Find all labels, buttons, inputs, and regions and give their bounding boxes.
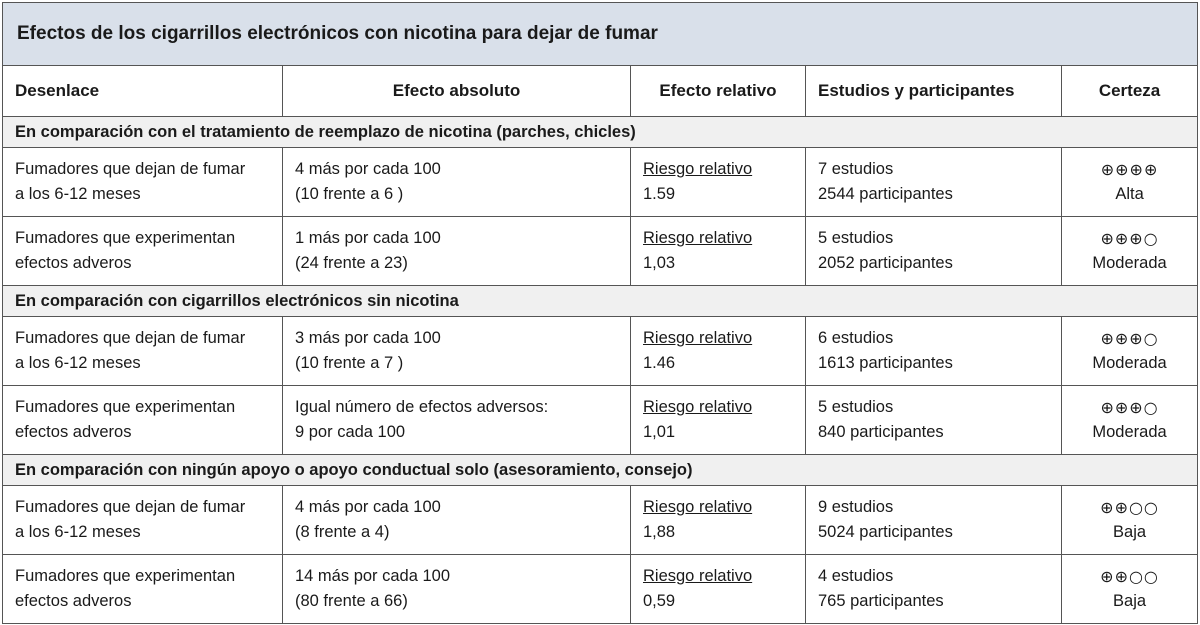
section-row xyxy=(3,286,1198,317)
header-estudios: Estudios y participantes xyxy=(806,66,1062,117)
absolute-effect-cell xyxy=(283,386,631,455)
certainty-rating-icon: ⊕⊕⊕○ xyxy=(1100,229,1159,248)
relative-effect-cell xyxy=(631,317,806,386)
table-row xyxy=(3,386,1198,455)
table-title: Efectos de los cigarrillos electrónicos con nicotina para dejar de fumar xyxy=(3,3,1198,66)
absolute-effect-line: 9 por cada 100 xyxy=(295,423,406,441)
absolute-effect-line: 4 más por cada 100 xyxy=(295,160,441,178)
table-row xyxy=(3,217,1198,286)
relative-effect-value: 1,88 xyxy=(643,523,676,541)
studies-cell xyxy=(806,386,1062,455)
absolute-effect-cell xyxy=(283,555,631,624)
certainty-label: Moderada xyxy=(1092,423,1167,441)
studies-count: 7 estudios xyxy=(818,160,894,178)
relative-effect-label: Riesgo relativo xyxy=(643,160,753,178)
evidence-table-container xyxy=(2,2,1197,622)
relative-effect-value: 1,03 xyxy=(643,254,676,272)
certainty-rating-icon: ⊕⊕⊕○ xyxy=(1100,329,1159,348)
relative-effect-cell xyxy=(631,386,806,455)
studies-cell xyxy=(806,486,1062,555)
studies-cell xyxy=(806,148,1062,217)
studies-count: 5 estudios xyxy=(818,229,894,247)
relative-effect-cell xyxy=(631,148,806,217)
certainty-rating-icon: ⊕⊕○○ xyxy=(1100,498,1159,517)
relative-effect-value: 1.59 xyxy=(643,185,676,203)
certainty-label: Moderada xyxy=(1092,354,1167,372)
outcome-line: a los 6-12 meses xyxy=(15,185,141,203)
outcome-cell xyxy=(3,217,283,286)
outcome-line: a los 6-12 meses xyxy=(15,354,141,372)
studies-count: 4 estudios xyxy=(818,567,894,585)
header-efecto-relativo: Efecto relativo xyxy=(631,66,806,117)
studies-count: 6 estudios xyxy=(818,329,894,347)
header-certeza: Certeza xyxy=(1062,66,1198,117)
relative-effect-label: Riesgo relativo xyxy=(643,498,753,516)
outcome-line: efectos adveros xyxy=(15,254,132,272)
outcome-cell xyxy=(3,317,283,386)
participants-count: 1613 participantes xyxy=(818,354,953,372)
header-desenlace: Desenlace xyxy=(3,66,283,117)
evidence-table xyxy=(2,2,1198,624)
relative-effect-label: Riesgo relativo xyxy=(643,567,753,585)
absolute-effect-line: 3 más por cada 100 xyxy=(295,329,441,347)
certainty-label: Moderada xyxy=(1092,254,1167,272)
participants-count: 5024 participantes xyxy=(818,523,953,541)
outcome-line: efectos adveros xyxy=(15,592,132,610)
studies-count: 5 estudios xyxy=(818,398,894,416)
certainty-cell xyxy=(1062,217,1198,286)
header-row xyxy=(3,66,1198,117)
participants-count: 2544 participantes xyxy=(818,185,953,203)
relative-effect-value: 1.46 xyxy=(643,354,676,372)
participants-count: 765 participantes xyxy=(818,592,944,610)
absolute-effect-cell xyxy=(283,217,631,286)
table-row xyxy=(3,555,1198,624)
relative-effect-label: Riesgo relativo xyxy=(643,398,753,416)
absolute-effect-line: 1 más por cada 100 xyxy=(295,229,441,247)
header-efecto-absoluto: Efecto absoluto xyxy=(283,66,631,117)
studies-cell xyxy=(806,317,1062,386)
outcome-line: a los 6-12 meses xyxy=(15,523,141,541)
outcome-cell xyxy=(3,386,283,455)
outcome-cell xyxy=(3,486,283,555)
relative-effect-cell xyxy=(631,555,806,624)
outcome-line: Fumadores que dejan de fumar xyxy=(15,160,246,178)
relative-effect-value: 1,01 xyxy=(643,423,676,441)
section-row xyxy=(3,455,1198,486)
relative-effect-cell xyxy=(631,486,806,555)
outcome-line: Fumadores que dejan de fumar xyxy=(15,498,246,516)
outcome-line: Fumadores que experimentan xyxy=(15,398,236,416)
outcome-line: Fumadores que experimentan xyxy=(15,567,236,585)
relative-effect-label: Riesgo relativo xyxy=(643,329,753,347)
table-row xyxy=(3,486,1198,555)
absolute-effect-line: (24 frente a 23) xyxy=(295,254,408,272)
certainty-cell xyxy=(1062,555,1198,624)
table-row xyxy=(3,317,1198,386)
studies-cell xyxy=(806,555,1062,624)
absolute-effect-line: (8 frente a 4) xyxy=(295,523,390,541)
outcome-cell xyxy=(3,555,283,624)
absolute-effect-line: (80 frente a 66) xyxy=(295,592,408,610)
absolute-effect-line: (10 frente a 6 ) xyxy=(295,185,404,203)
relative-effect-value: 0,59 xyxy=(643,592,676,610)
certainty-rating-icon: ⊕⊕⊕○ xyxy=(1100,398,1159,417)
studies-cell xyxy=(806,217,1062,286)
certainty-cell xyxy=(1062,486,1198,555)
relative-effect-cell xyxy=(631,217,806,286)
outcome-cell xyxy=(3,148,283,217)
table-row xyxy=(3,148,1198,217)
participants-count: 2052 participantes xyxy=(818,254,953,272)
certainty-label: Baja xyxy=(1113,523,1147,541)
absolute-effect-cell xyxy=(283,486,631,555)
certainty-label: Alta xyxy=(1115,185,1144,203)
section-label: En comparación con cigarrillos electrónicos sin nicotina xyxy=(3,286,1198,317)
certainty-cell xyxy=(1062,148,1198,217)
outcome-line: Fumadores que dejan de fumar xyxy=(15,329,246,347)
certainty-cell xyxy=(1062,386,1198,455)
section-label: En comparación con el tratamiento de reemplazo de nicotina (parches, chicles) xyxy=(3,117,1198,148)
certainty-cell xyxy=(1062,317,1198,386)
section-row xyxy=(3,117,1198,148)
studies-count: 9 estudios xyxy=(818,498,894,516)
participants-count: 840 participantes xyxy=(818,423,944,441)
certainty-rating-icon: ⊕⊕○○ xyxy=(1100,567,1159,586)
absolute-effect-line: 4 más por cada 100 xyxy=(295,498,441,516)
certainty-label: Baja xyxy=(1113,592,1147,610)
absolute-effect-line: Igual número de efectos adversos: xyxy=(295,398,549,416)
absolute-effect-cell xyxy=(283,317,631,386)
absolute-effect-line: (10 frente a 7 ) xyxy=(295,354,404,372)
absolute-effect-line: 14 más por cada 100 xyxy=(295,567,451,585)
outcome-line: Fumadores que experimentan xyxy=(15,229,236,247)
section-label: En comparación con ningún apoyo o apoyo conductual solo (asesoramiento, consejo) xyxy=(3,455,1198,486)
outcome-line: efectos adveros xyxy=(15,423,132,441)
relative-effect-label: Riesgo relativo xyxy=(643,229,753,247)
absolute-effect-cell xyxy=(283,148,631,217)
certainty-rating-icon: ⊕⊕⊕⊕ xyxy=(1100,160,1159,179)
